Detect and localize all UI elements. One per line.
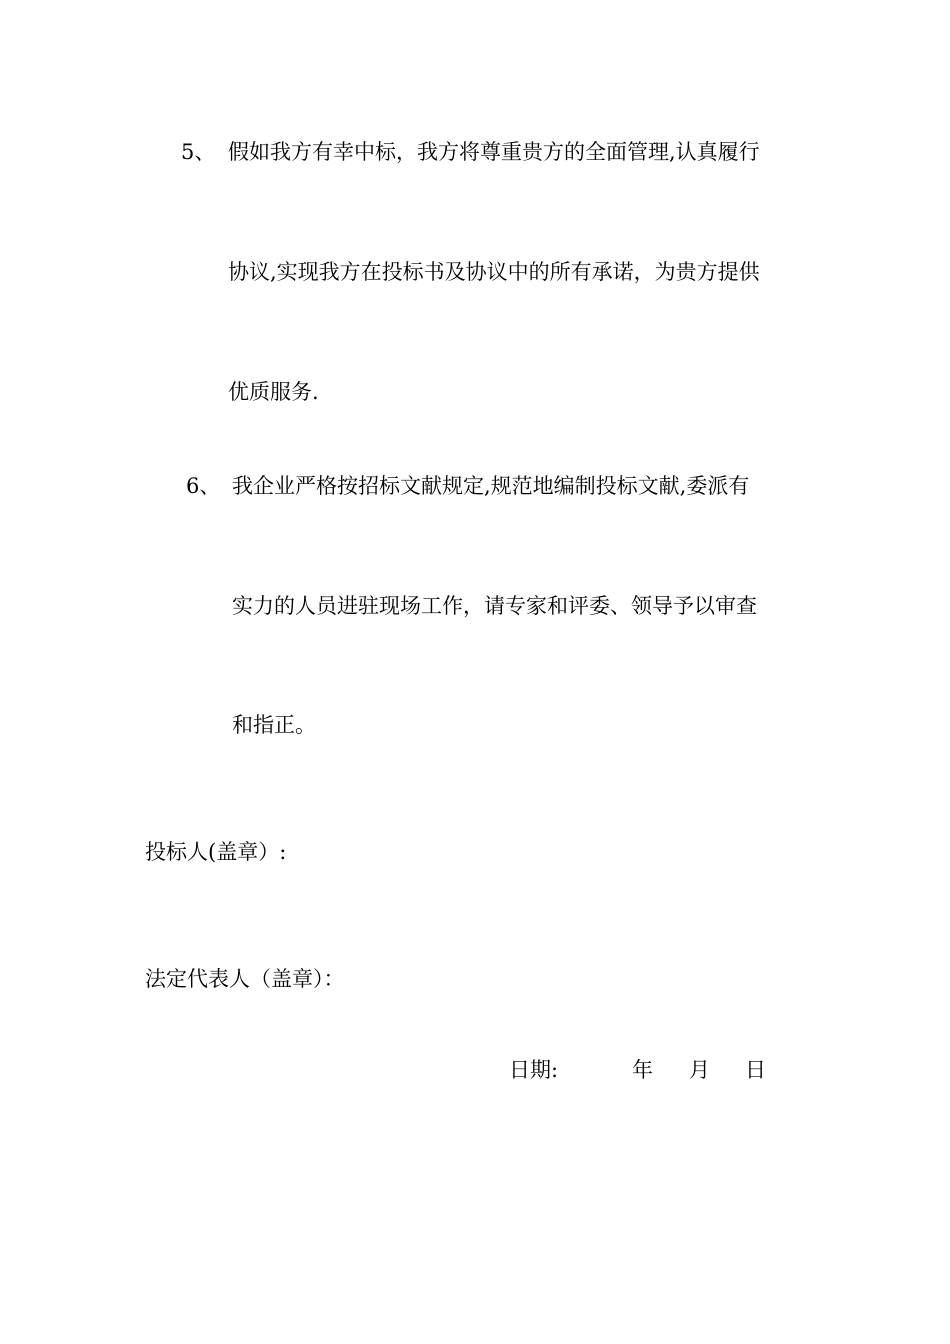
date-label: 日期:	[509, 1058, 559, 1082]
item-5-number: 5、	[181, 140, 216, 164]
item-6-number: 6、	[186, 474, 221, 498]
item-6-line-3: 和指正。	[232, 713, 316, 737]
item-6-line-2: 实力的人员进驻现场工作，请专家和评委、领导予以审查	[232, 594, 757, 618]
item-6-line-1: 我企业严格按招标文献规定,规范地编制投标文献,委派有	[232, 474, 750, 498]
bidder-seal-label: 投标人(盖章）:	[145, 840, 287, 864]
item-5-line-3: 优质服务.	[228, 380, 319, 404]
item-5-line-2: 协议,实现我方在投标书及协议中的所有承诺，为贵方提供	[228, 260, 760, 284]
legal-rep-seal-label: 法定代表人（盖章）：	[145, 967, 345, 991]
date-day: 日	[745, 1058, 766, 1082]
date-month: 月	[689, 1058, 710, 1082]
item-5-line-1: 假如我方有幸中标，我方将尊重贵方的全面管理,认真履行	[228, 140, 760, 164]
date-year: 年	[632, 1058, 653, 1082]
